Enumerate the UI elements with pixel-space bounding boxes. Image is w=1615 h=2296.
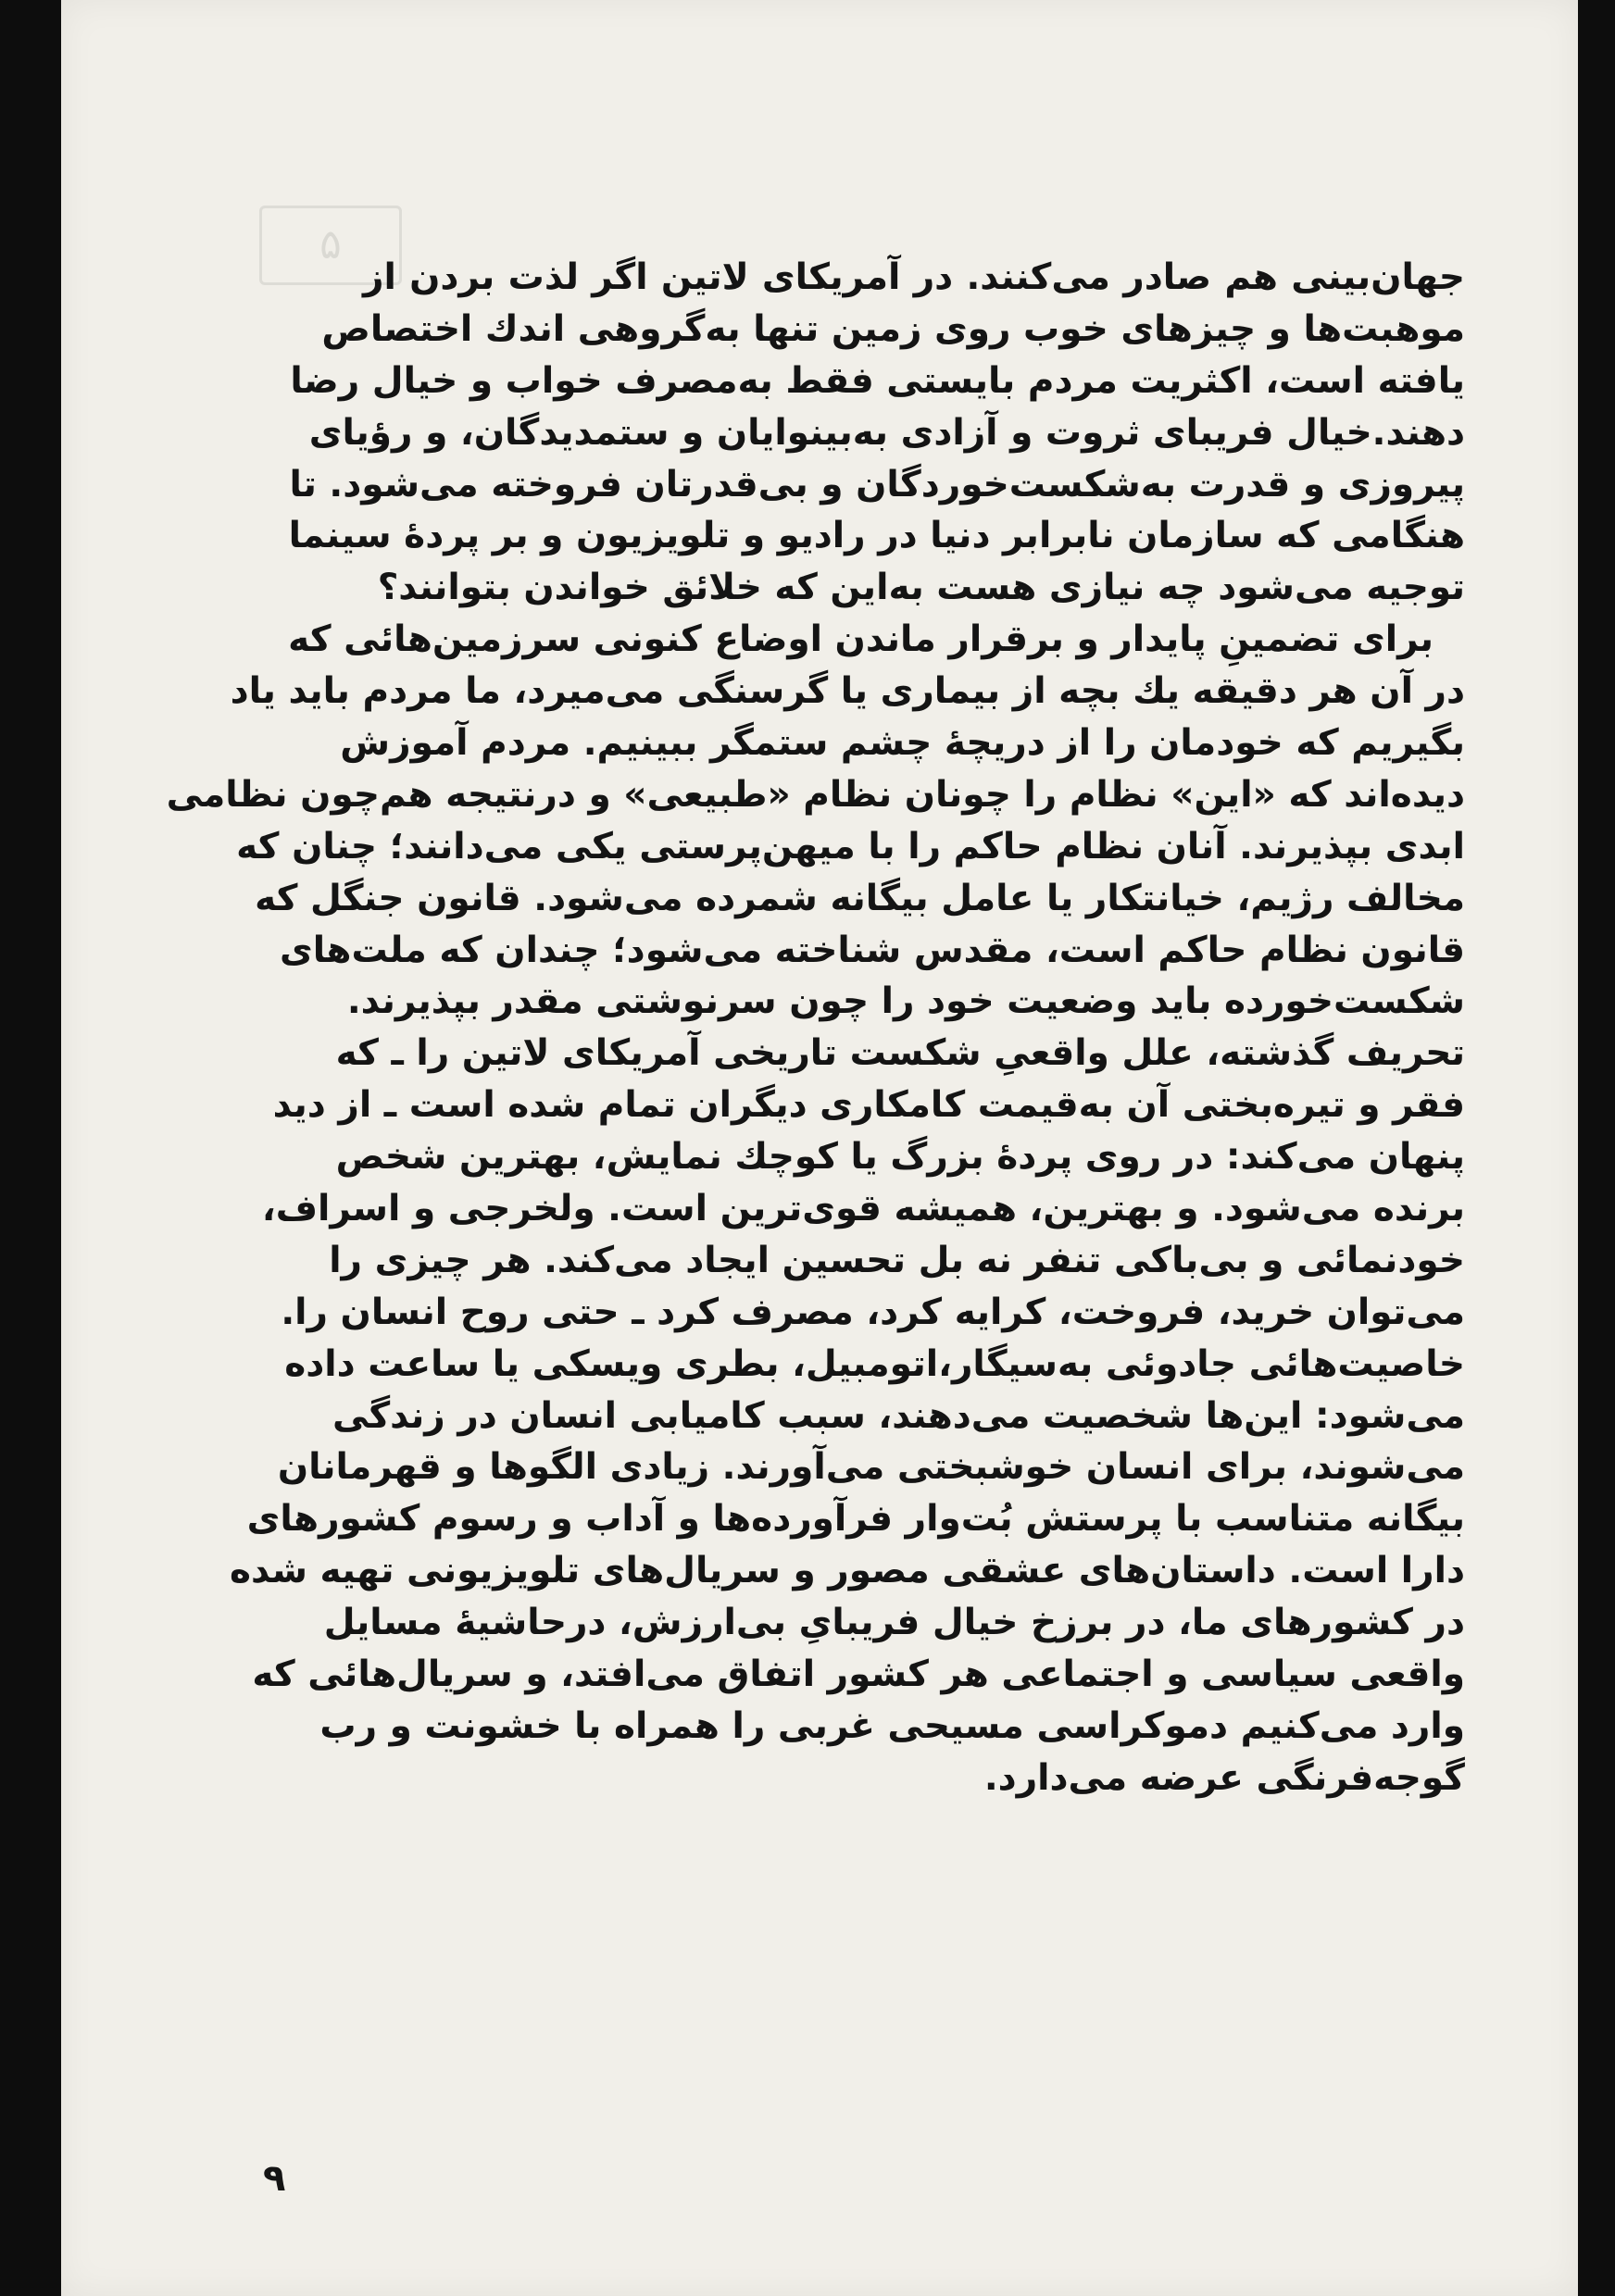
text-line: خاصیت‌هائی جادوئی به‌سیگار،اتومبیل، بطری ویسکی یا ساعت داده: [284, 1342, 1465, 1385]
text-line: فقر و تیره‌بختی آن به‌قیمت کامکاری دیگران تمام شده است ـ از دید: [272, 1084, 1465, 1127]
text-line: دارا است. داستان‌های عشقی مصور و سریال‌های تلویزیونی تهیه شده: [230, 1550, 1465, 1592]
text-line: دیده‌اند که «این» نظام را چونان نظام «طبیعی» و درنتیجه هم‌چون نظامی: [166, 773, 1465, 816]
body-text: [166, 252, 1465, 1804]
text-line: در آن هر دقیقه یك بچه از بیماری یا گرسنگی می‌میرد، ما مردم باید یاد: [230, 670, 1465, 713]
text-line: برای تضمینِ پایدار و برقرار ماندن اوضاع کنونی سرزمین‌هائی که: [288, 618, 1433, 661]
text-line: هنگامی که سازمان نابرابر دنیا در رادیو و تلویزیون و بر پردهٔ سینما: [288, 515, 1465, 557]
text-line: شکست‌خورده باید وضعیت خود را چون سرنوشتی مقدر بپذیرند.: [346, 980, 1465, 1023]
text-line: جهان‌بینی هم صادر می‌کنند. در آمریکای لاتین اگر لذت بردن از: [363, 256, 1465, 298]
text-line: تحریف گذشته، علل واقعیِ شکست تاریخی آمریکای لاتین را ـ که: [335, 1032, 1465, 1075]
text-line: قانون نظام حاکم است، مقدس شناخته می‌شود؛ چندان که ملت‌های: [280, 929, 1465, 971]
text-line: در کشورهای ما، در برزخ خیال فریبایِ بی‌ارزش، درحاشیهٔ مسایل: [323, 1602, 1465, 1644]
text-line: مخالف رژیم، خیانتکار یا عامل بیگانه شمرده می‌شود. قانون جنگل که: [255, 877, 1465, 919]
book-page: [61, 0, 1578, 2296]
text-line: پنهان می‌کند: در روی پردهٔ بزرگ یا کوچك نمایش، بهترین شخص: [335, 1136, 1465, 1179]
text-line: موهبت‌ها و چیزهای خوب روی زمین تنها به‌گروهی اندك اختصاص: [321, 307, 1465, 350]
text-line: گوجه‌فرنگی عرضه می‌دارد.: [983, 1756, 1465, 1799]
text-line: بگیریم که خودمان را از دریچهٔ چشم ستمگر ببینیم. مردم آموزش: [340, 722, 1465, 765]
text-line: ابدی بپذیرند. آنان نظام حاکم را با میهن‌پرستی یکی می‌دانند؛ چنان که: [236, 825, 1465, 867]
text-line: یافته است، اکثریت مردم بایستی فقط به‌مصرف خواب و خیال رضا: [290, 359, 1465, 402]
text-line: می‌توان خرید، فروخت، کرایه کرد، مصرف کرد ـ حتی روح انسان را.: [281, 1291, 1465, 1333]
text-line: برنده می‌شود. و بهترین، همیشه قوی‌ترین است. ولخرجی و اسراف،: [261, 1188, 1465, 1230]
text-line: واقعی سیاسی و اجتماعی هر کشور اتفاق می‌افتد، و سریال‌هائی که: [252, 1653, 1465, 1696]
text-line: توجیه می‌شود چه نیازی هست به‌این که خلائق خواندن بتوانند؟: [377, 567, 1465, 609]
text-line: دهند.خیال فریبای ثروت و آزادی به‌بینوایان و ستمدیدگان، و رؤیای: [308, 411, 1465, 454]
text-line: می‌شوند، برای انسان خوشبختی می‌آورند. زیادی الگوها و قهرمانان: [277, 1446, 1465, 1489]
text-line: پیروزی و قدرت به‌شکست‌خوردگان و بی‌قدرتان فروخته می‌شود. تا: [289, 463, 1465, 505]
text-line: وارد می‌کنیم دموکراسی مسیحی غربی را همراه با خشونت و رب: [319, 1704, 1465, 1747]
text-line: خودنمائی و بی‌باکی تنفر نه بل تحسین ایجاد می‌کند. هر چیزی را: [329, 1239, 1465, 1281]
page-number: ۹: [263, 2157, 286, 2200]
text-line: بیگانه متناسب با پرستش بُت‌وار فرآورده‌ها و آداب و رسوم کشورهای: [246, 1498, 1465, 1541]
show-through-section-mark: ۵: [259, 206, 402, 285]
text-line: می‌شود: این‌ها شخصیت می‌دهند، سبب کامیابی انسان در زندگی: [332, 1394, 1465, 1437]
